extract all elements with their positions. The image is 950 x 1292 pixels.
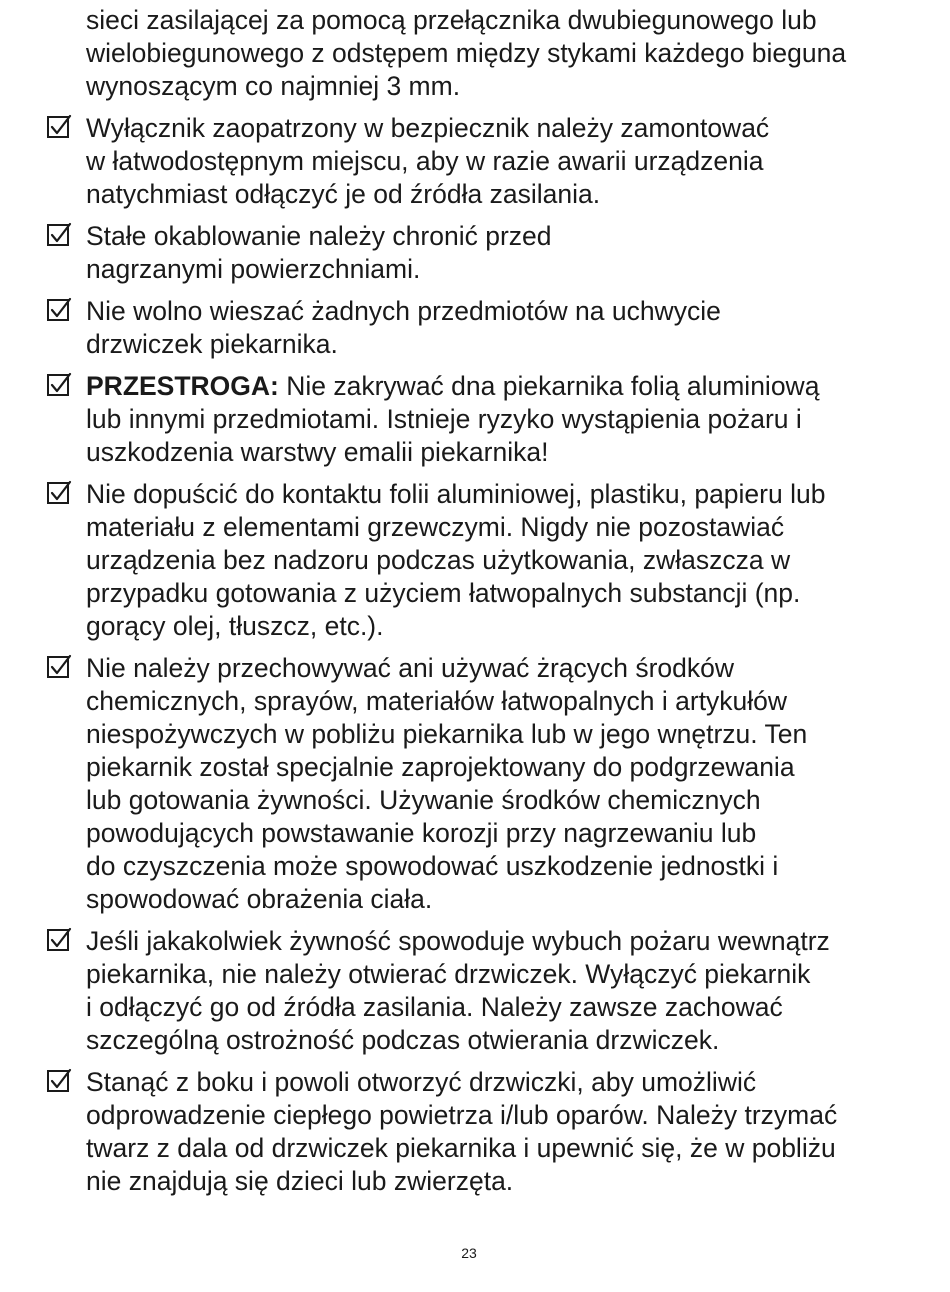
- text-line: w łatwodostępnym miejscu, aby w razie awarii urządzenia: [86, 146, 764, 176]
- text-line: Wyłącznik zaopatrzony w bezpiecznik należy zamontować: [86, 113, 770, 143]
- text-line: powodujących powstawanie korozji przy nagrzewaniu lub: [86, 818, 757, 848]
- text-line: materiału z elementami grzewczymi. Nigdy nie pozostawiać: [86, 512, 785, 542]
- checked-box-icon: [46, 480, 74, 508]
- checklist-item: [0, 1066, 950, 1198]
- text-line: Stanąć z boku i powoli otworzyć drzwiczki, aby umożliwić: [86, 1067, 757, 1097]
- checklist-item: [0, 295, 950, 361]
- text-line: Jeśli jakakolwiek żywność spowoduje wybuch pożaru wewnątrz: [86, 926, 830, 956]
- checked-box-icon: [46, 654, 74, 682]
- text-line: odprowadzenie ciepłego powietrza i/lub oparów. Należy trzymać: [86, 1100, 838, 1130]
- checked-box-icon: [46, 372, 74, 400]
- checklist-item: [0, 220, 950, 286]
- text-line: Nie należy przechowywać ani używać żrących środków: [86, 653, 735, 683]
- checked-box-icon: [46, 1068, 74, 1096]
- text-line: lub gotowania żywności. Używanie środków chemicznych: [86, 785, 761, 815]
- text-line: natychmiast odłączyć je od źródła zasilania.: [86, 179, 601, 209]
- text-line: przypadku gotowania z użyciem łatwopalnych substancji (np.: [86, 578, 801, 608]
- text-line: twarz z dala od drzwiczek piekarnika i upewnić się, że w pobliżu: [86, 1133, 836, 1163]
- checklist-item: [0, 925, 950, 1057]
- text-line: urządzenia bez nadzoru podczas użytkowania, zwłaszcza w: [86, 545, 791, 575]
- safety-checklist: [0, 112, 950, 1207]
- text-line: Nie wolno wieszać żadnych przedmiotów na uchwycie: [86, 296, 721, 326]
- text-line: niespożywczych w pobliżu piekarnika lub w jego wnętrzu. Ten: [86, 719, 808, 749]
- text-line: chemicznych, sprayów, materiałów łatwopalnych i artykułów: [86, 686, 788, 716]
- page-number: 23: [461, 1245, 477, 1261]
- text-line: wynoszącym co najmniej 3 mm.: [86, 71, 461, 101]
- text-line: gorący olej, tłuszcz, etc.).: [86, 611, 384, 641]
- checklist-item-caution: [0, 370, 950, 469]
- text-line: uszkodzenia warstwy emalii piekarnika!: [86, 437, 549, 467]
- checked-box-icon: [46, 114, 74, 142]
- text-line: sieci zasilającej za pomocą przełącznika dwubiegunowego lub: [86, 5, 817, 35]
- text-line: do czyszczenia może spowodować uszkodzenie jednostki i: [86, 851, 779, 881]
- text-line: piekarnika, nie należy otwierać drzwiczek. Wyłączyć piekarnik: [86, 959, 811, 989]
- caution-text: Nie zakrywać dna piekarnika folią aluminiową: [278, 371, 820, 401]
- intro-paragraph: [86, 4, 886, 103]
- text-line: nie znajdują się dzieci lub zwierzęta.: [86, 1166, 514, 1196]
- text-line: nagrzanymi powierzchniami.: [86, 254, 421, 284]
- text-line: piekarnik został specjalnie zaprojektowany do podgrzewania: [86, 752, 795, 782]
- text-line: Nie dopuścić do kontaktu folii aluminiowej, plastiku, papieru lub: [86, 479, 826, 509]
- checklist-item: [0, 478, 950, 643]
- text-line: spowodować obrażenia ciała.: [86, 884, 433, 914]
- checklist-item: [0, 112, 950, 211]
- checked-box-icon: [46, 927, 74, 955]
- checked-box-icon: [46, 297, 74, 325]
- text-line: i odłączyć go od źródła zasilania. Należy zawsze zachować: [86, 992, 783, 1022]
- text-line: [86, 370, 950, 403]
- text-line: Stałe okablowanie należy chronić przed: [86, 221, 552, 251]
- checklist-item: [0, 652, 950, 916]
- text-line: lub innymi przedmiotami. Istnieje ryzyko wystąpienia pożaru i: [86, 404, 802, 434]
- text-line: szczególną ostrożność podczas otwierania drzwiczek.: [86, 1025, 720, 1055]
- text-line: drzwiczek piekarnika.: [86, 329, 338, 359]
- checked-box-icon: [46, 222, 74, 250]
- caution-label: PRZESTROGA:: [86, 371, 279, 401]
- text-line: wielobiegunowego z odstępem między stykami każdego bieguna: [86, 38, 847, 68]
